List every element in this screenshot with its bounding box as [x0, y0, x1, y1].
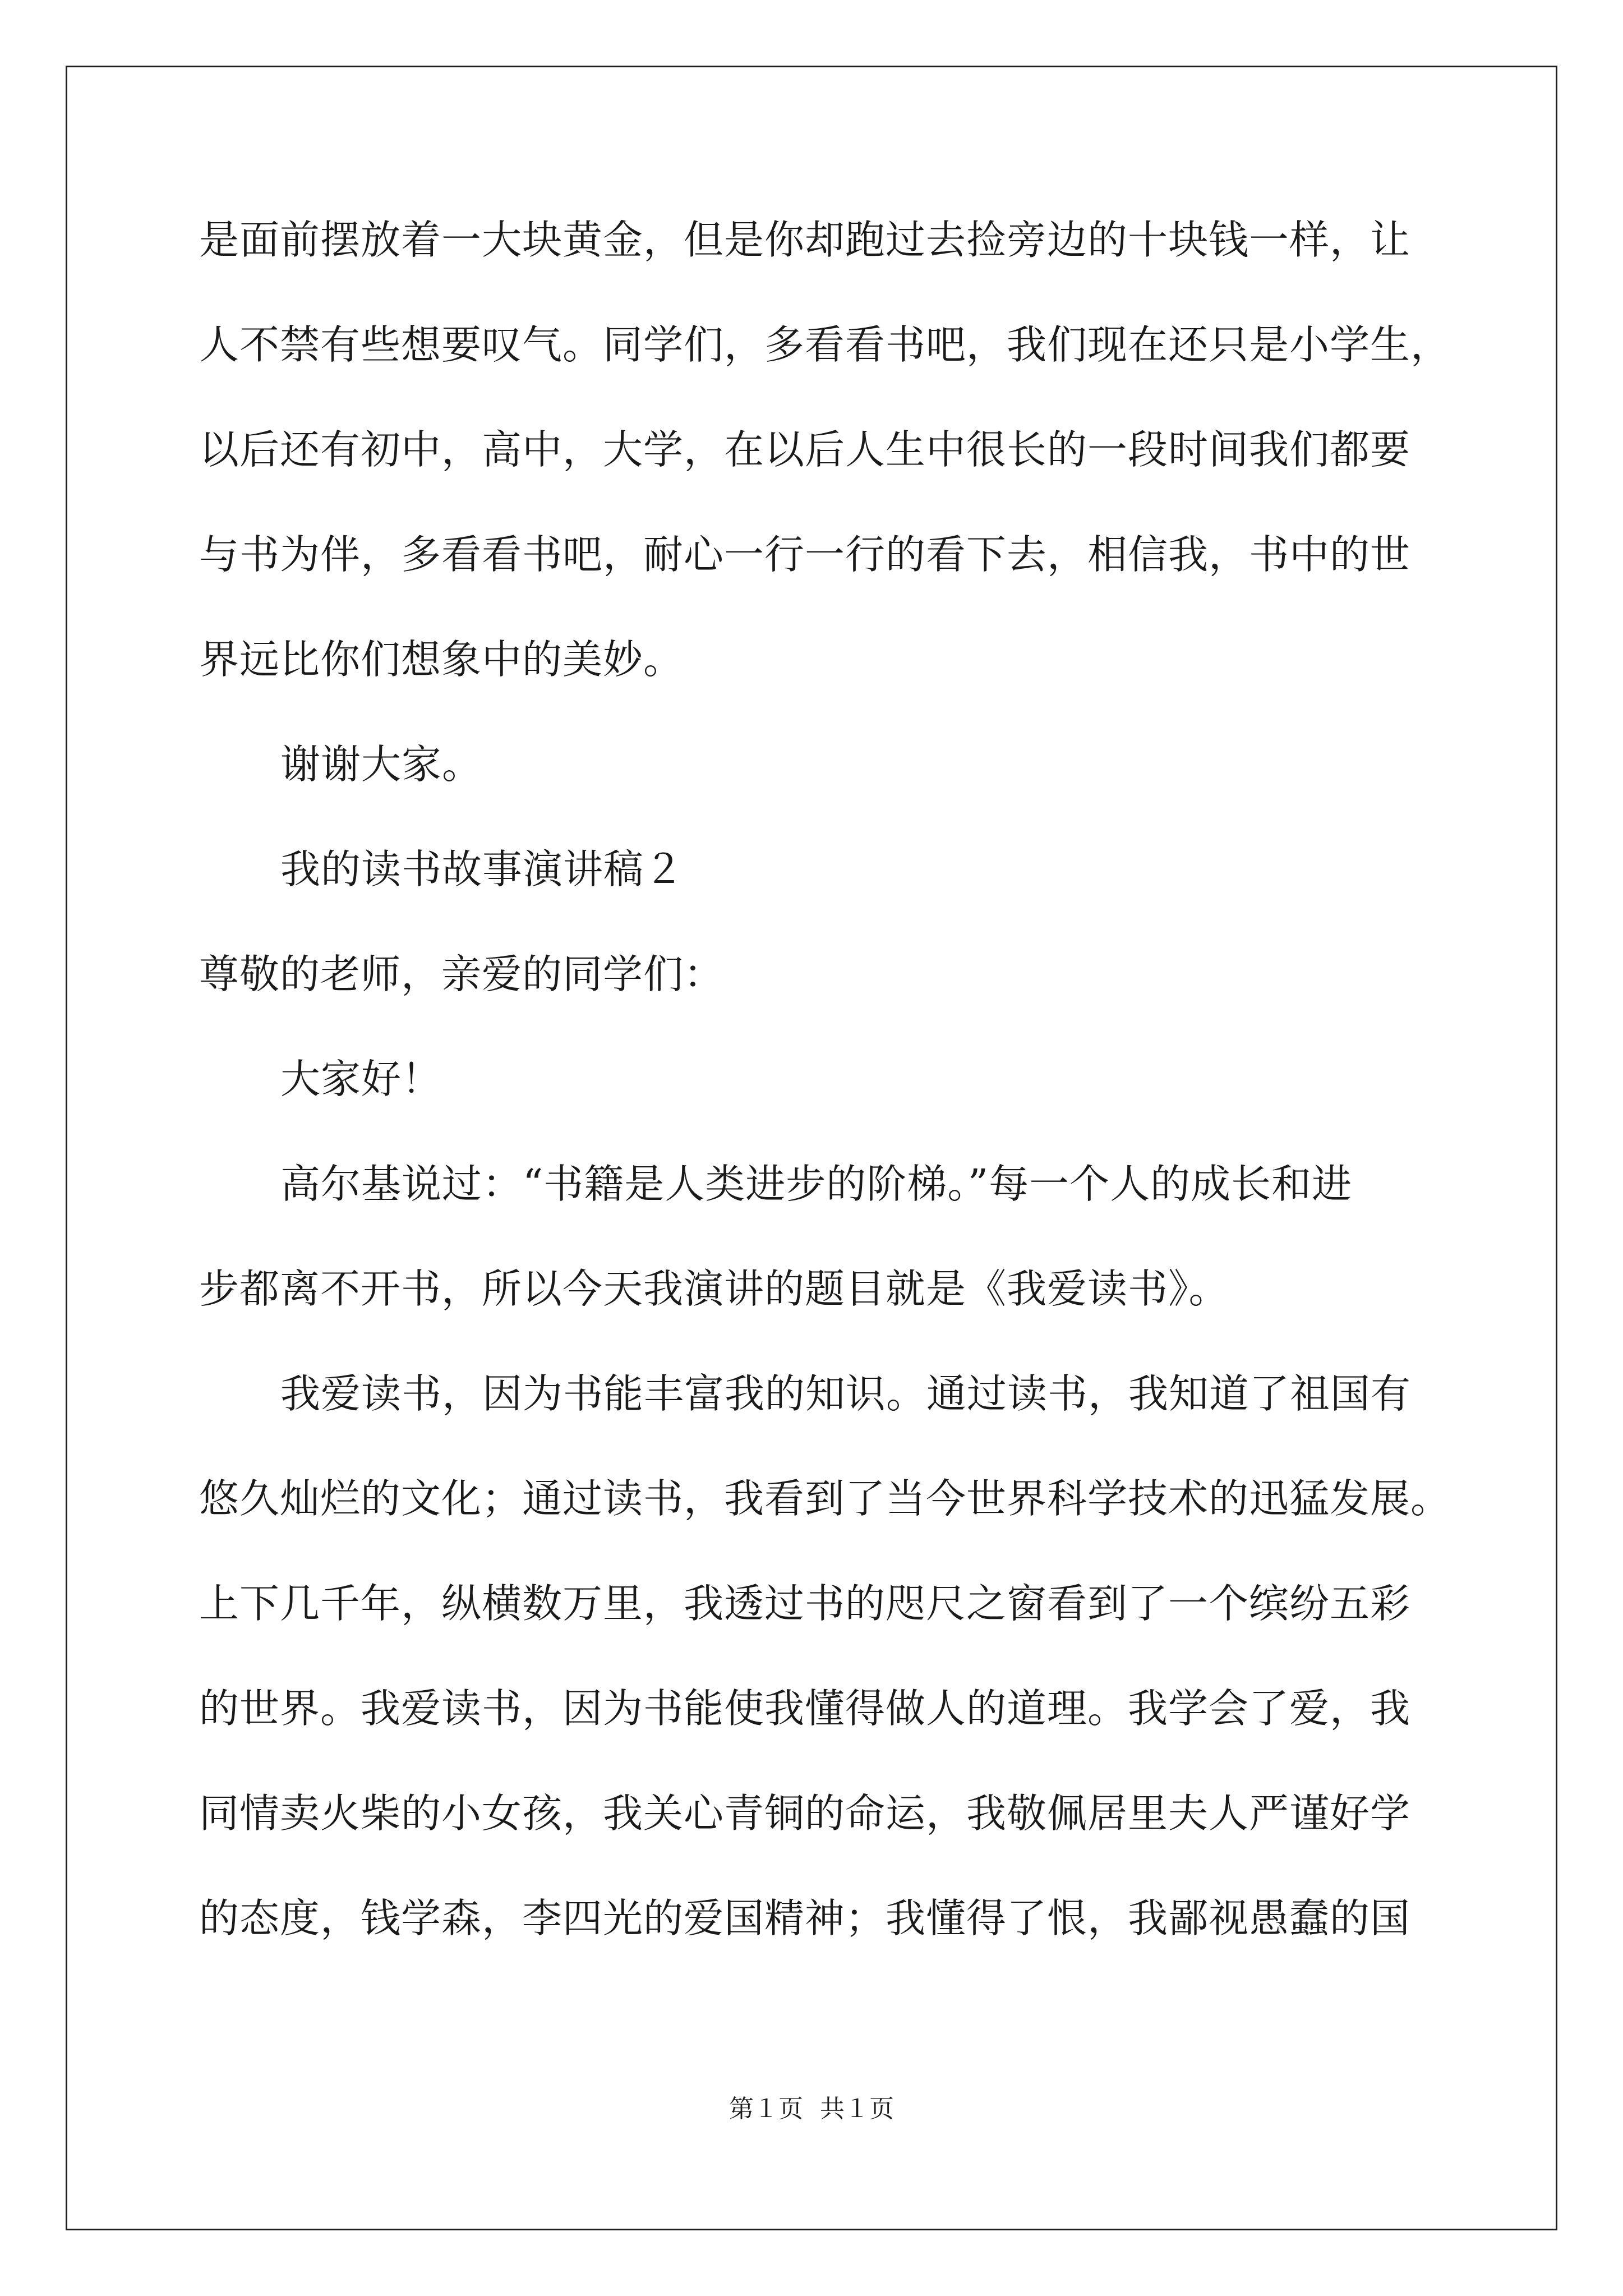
page-footer: [0, 2092, 1623, 2126]
text-line-1: 是面前摆放着一大块黄金，但是你却跑过去捡旁边的十块钱一样，让: [199, 217, 1411, 263]
text-line-2: 人不禁有些想要叹气。同学们，多看看书吧，我们现在还只是小学生，: [199, 321, 1451, 368]
page-number-total: 共１页: [820, 2095, 894, 2123]
text-line-11: 步都离不开书，所以今天我演讲的题目就是《我爱读书》。: [199, 1266, 1229, 1312]
text-line-3: 以后还有初中，高中，大学，在以后人生中很长的一段时间我们都要: [199, 426, 1411, 473]
text-line-5: 界远比你们想象中的美妙。: [199, 636, 684, 683]
closing-thanks: 谢谢大家。: [280, 741, 483, 788]
text-line-10: 高尔基说过：“书籍是人类进步的阶梯。”每一个人的成长和进: [280, 1161, 1353, 1207]
text-line-16: 同情卖火柴的小女孩，我关心青铜的命运，我敬佩居里夫人严谨好学: [199, 1790, 1411, 1837]
text-line-12: 我爱读书，因为书能丰富我的知识。通过读书，我知道了祖国有: [280, 1370, 1412, 1417]
text-line-13: 悠久灿烂的文化；通过读书，我看到了当今世界科学技术的迅猛发展。: [199, 1475, 1451, 1522]
salutation: 尊敬的老师，亲爱的同学们：: [199, 951, 725, 997]
text-line-4: 与书为伴，多看看书吧，耐心一行一行的看下去，相信我，书中的世: [199, 531, 1411, 578]
text-line-14: 上下几千年，纵横数万里，我透过书的咫尺之窗看到了一个缤纷五彩: [199, 1580, 1411, 1627]
page-number-current: 第１页: [729, 2095, 803, 2123]
text-line-17: 的态度，钱学森，李四光的爱国精神；我懂得了恨，我鄙视愚蠢的国: [199, 1895, 1411, 1941]
text-line-15: 的世界。我爱读书，因为书能使我懂得做人的道理。我学会了爱，我: [199, 1685, 1411, 1732]
section-title: 我的读书故事演讲稿２: [280, 846, 685, 892]
greeting: 大家好！: [280, 1056, 442, 1102]
